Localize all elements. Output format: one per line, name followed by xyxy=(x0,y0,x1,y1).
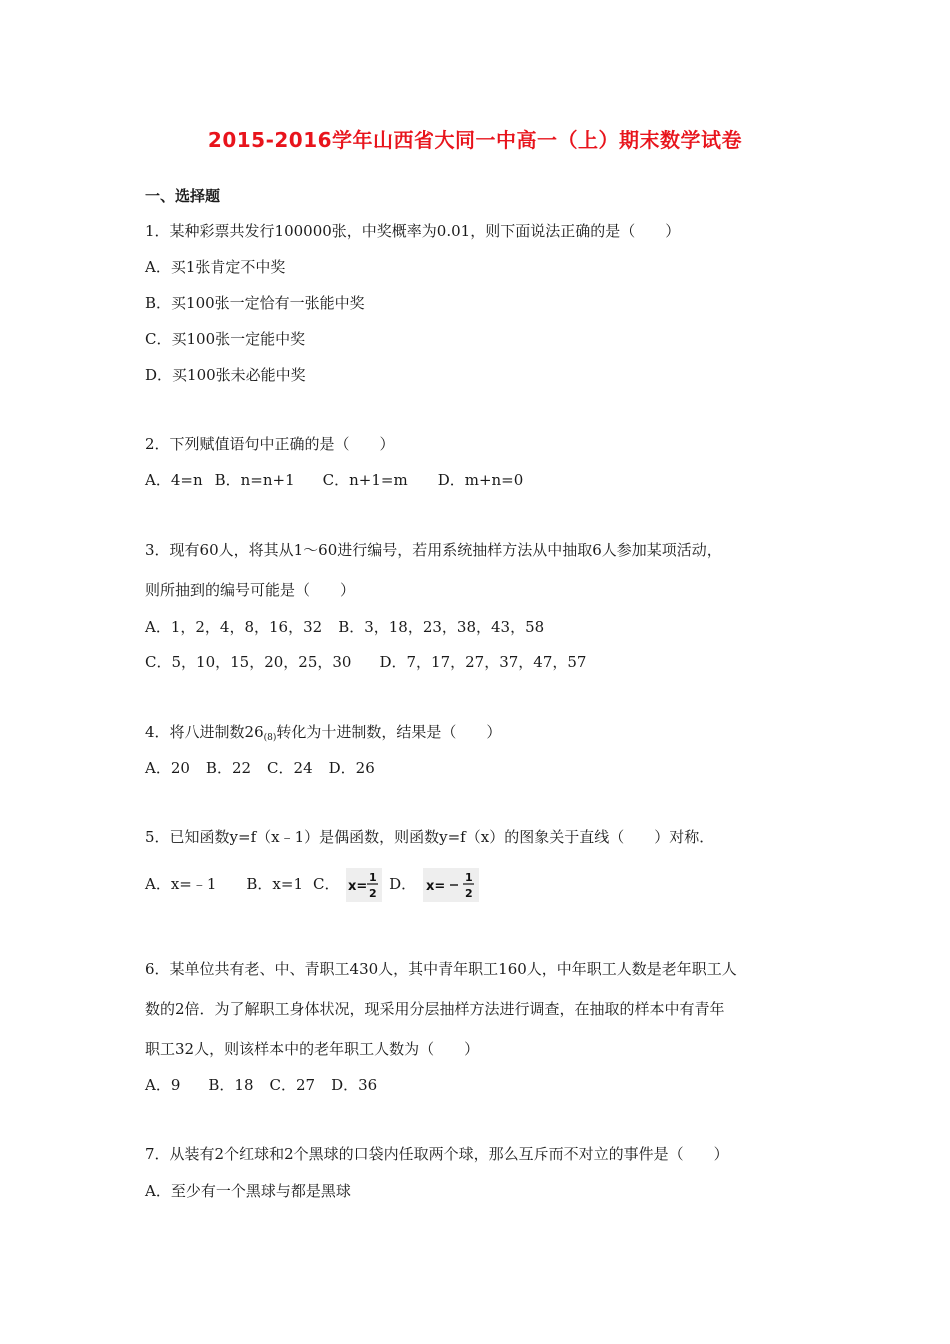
q1-option-c: C．买100张一定能中奖 xyxy=(145,330,306,348)
q3-option-c: C．5，10，15，20，25，30 xyxy=(145,653,352,671)
q2-options xyxy=(145,470,523,490)
q4-options xyxy=(145,758,375,778)
q6-stem-line1: 6．某单位共有老、中、青职工430人，其中青年职工160人，中年职工人数是老年职工人 xyxy=(145,960,737,978)
q4-stem xyxy=(145,722,501,748)
section-heading: 一、选择题 xyxy=(145,187,221,205)
svg-text:1: 1 xyxy=(369,871,377,884)
q3-option-a: A．1，2，4，8，16，32 xyxy=(145,618,323,636)
q5-option-c-formula-image xyxy=(346,868,382,902)
q1-option-b: B．买100张一定恰有一张能中奖 xyxy=(145,294,365,312)
q6-option-b: B．18 xyxy=(208,1076,254,1094)
q5-option-d-formula-image xyxy=(423,868,479,902)
q5-option-b: B．x=1 xyxy=(246,875,304,893)
svg-text:2: 2 xyxy=(464,887,473,900)
exam-title: 2015-2016学年山西省大同一中高一（上）期末数学试卷 xyxy=(207,128,743,152)
q2-option-d: D．m+n=0 xyxy=(437,471,524,489)
q2-option-c: C．n+1=m xyxy=(322,471,408,489)
q4-option-a: A．20 xyxy=(145,759,190,777)
q5-option-d: D． xyxy=(389,875,417,893)
svg-text:2: 2 xyxy=(369,887,377,900)
q5-stem: 5．已知函数y=f（x﹣1）是偶函数，则函数y=f（x）的图象关于直线（ ）对称． xyxy=(145,828,715,846)
q6-stem-line3: 职工32人，则该样本中的老年职工人数为（ ） xyxy=(145,1040,480,1058)
q7-stem: 7．从装有2个红球和2个黑球的口袋内任取两个球，那么互斥而不对立的事件是（ ） xyxy=(145,1145,729,1163)
q3-options-cd xyxy=(145,652,586,672)
q3-option-b: B．3，18，23，38，43，58 xyxy=(338,618,545,636)
svg-text:x=: x= xyxy=(348,879,368,894)
q3-options-ab xyxy=(145,617,544,637)
q6-option-a: A．9 xyxy=(145,1076,181,1094)
q6-options xyxy=(145,1075,377,1095)
q3-stem-line2: 则所抽到的编号可能是（ ） xyxy=(145,581,356,599)
q7-option-a: A．至少有一个黑球与都是黑球 xyxy=(145,1182,351,1200)
q5-option-c: C． xyxy=(313,875,340,893)
svg-text:x=: x= xyxy=(425,879,446,894)
q6-option-c: C．27 xyxy=(269,1076,316,1094)
q5-option-a: A．x=﹣1 xyxy=(145,875,217,893)
q4-option-c: C．24 xyxy=(267,759,313,777)
svg-text:1: 1 xyxy=(464,871,473,884)
q2-stem: 2．下列赋值语句中正确的是（ ） xyxy=(145,435,395,453)
q4-option-b: B．22 xyxy=(205,759,252,777)
q5-options xyxy=(145,867,481,902)
q1-option-d: D．买100张未必能中奖 xyxy=(145,366,306,384)
q2-option-b: B．n=n+1 xyxy=(214,471,295,489)
q4-base-subscript: (8) xyxy=(263,733,277,743)
q6-stem-line2: 数的2倍．为了解职工身体状况，现采用分层抽样方法进行调查，在抽取的样本中有青年 xyxy=(145,1000,725,1018)
q2-option-a: A．4=n xyxy=(145,471,203,489)
q3-option-d: D．7，17，27，37，47，57 xyxy=(379,653,587,671)
q3-stem-line1: 3．现有60人，将其从1～60进行编号，若用系统抽样方法从中抽取6人参加某项活动， xyxy=(145,541,722,559)
q4-stem-text-end: 转化为十进制数，结果是（ ） xyxy=(276,723,502,741)
q6-option-d: D．36 xyxy=(331,1076,378,1094)
q4-stem-text: 4．将八进制数26 xyxy=(145,723,264,741)
q1-option-a: A．买1张肯定不中奖 xyxy=(145,258,286,276)
q4-option-d: D．26 xyxy=(328,759,375,777)
q1-stem: 1．某种彩票共发行100000张，中奖概率为0.01，则下面说法正确的是（ ） xyxy=(145,222,681,240)
